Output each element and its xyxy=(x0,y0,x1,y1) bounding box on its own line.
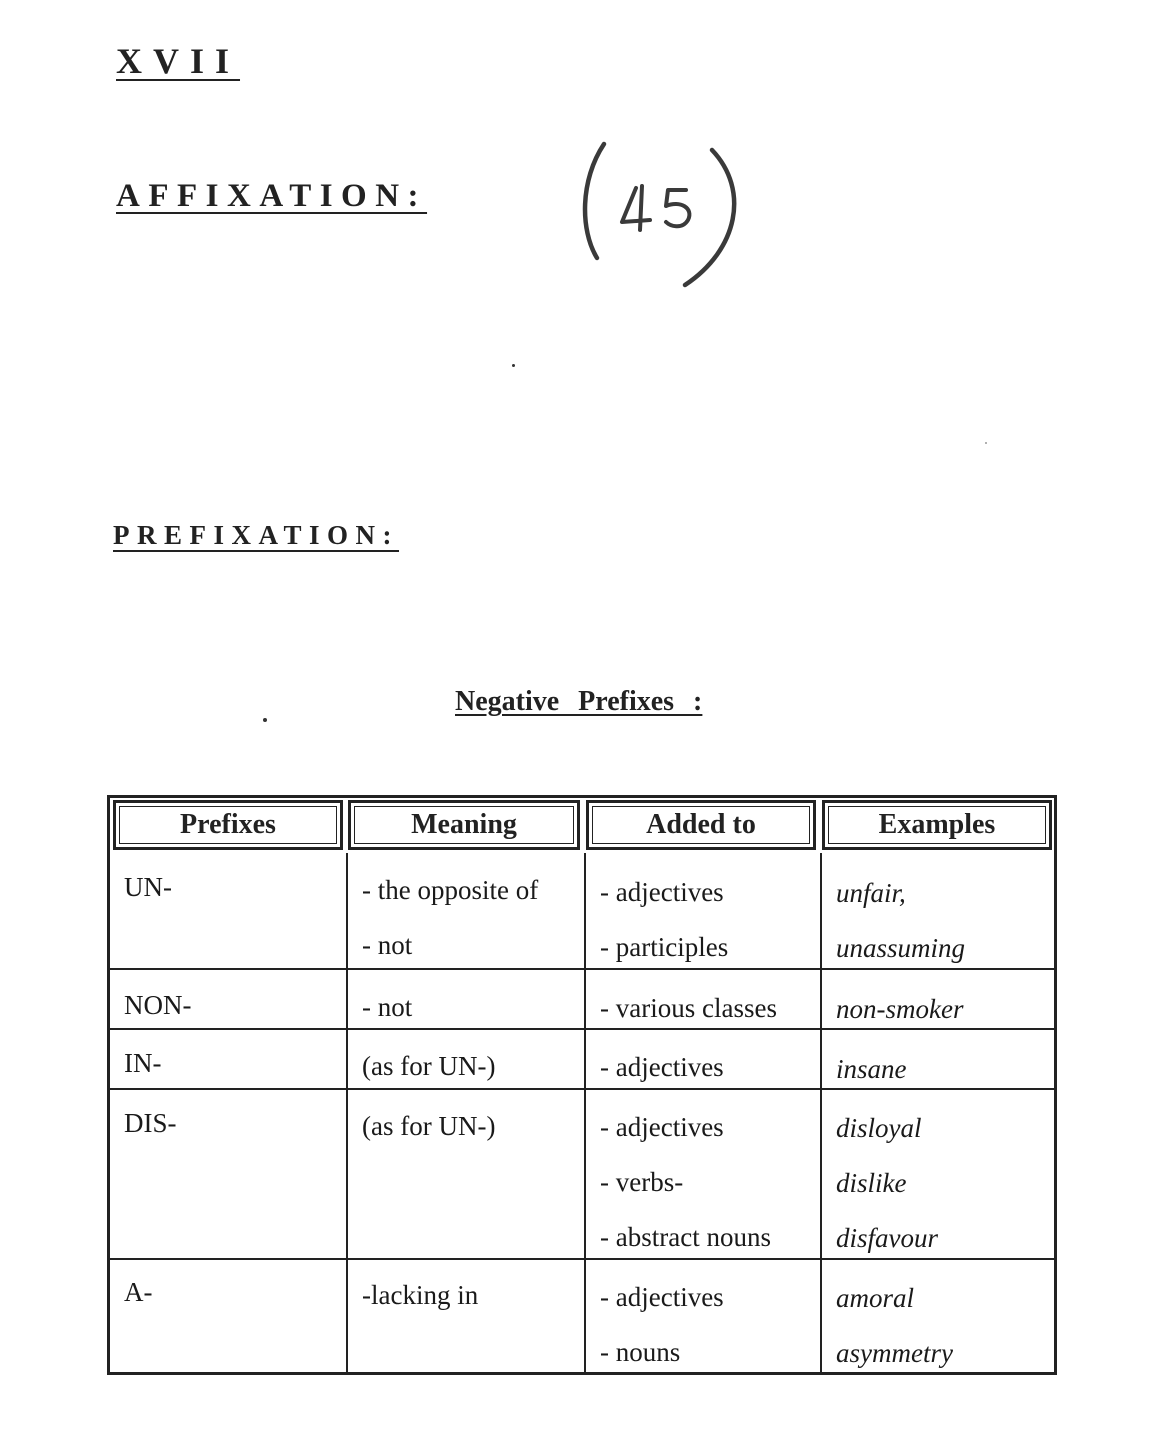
example-word: insane xyxy=(836,1054,907,1084)
header-meaning: Meaning xyxy=(348,800,580,850)
example-word: asymmetry xyxy=(836,1338,953,1368)
table-row-meaning xyxy=(362,980,412,1035)
added-to-line: - participles xyxy=(600,932,729,962)
table-row-prefix xyxy=(124,1096,177,1151)
prefix-text: DIS- xyxy=(124,1108,177,1138)
prefix-text: NON- xyxy=(124,990,192,1020)
table-row-prefix xyxy=(124,1036,161,1091)
meaning-line: (as for UN-) xyxy=(362,1111,496,1141)
table-row-examples xyxy=(836,982,963,1037)
main-heading: AFFIXATION: xyxy=(116,178,428,214)
section-heading: PREFIXATION: xyxy=(113,520,400,550)
table-row-meaning xyxy=(362,1268,478,1323)
table-caption: Negative Prefixes : xyxy=(455,686,703,717)
chapter-number: XVII xyxy=(116,41,241,81)
column-divider xyxy=(584,853,586,1372)
example-word: dislike xyxy=(836,1168,907,1198)
example-word: unassuming xyxy=(836,933,966,963)
meaning-line: - not xyxy=(362,992,413,1022)
prefix-text: IN- xyxy=(124,1048,162,1078)
table-row-examples xyxy=(836,1101,938,1266)
table-row-added-to xyxy=(600,1040,724,1095)
meaning-line: - the opposite of xyxy=(362,875,539,905)
paper-speck xyxy=(263,718,267,722)
table-row-added-to xyxy=(600,981,777,1036)
meaning-line: -lacking in xyxy=(362,1280,479,1310)
header-added-to: Added to xyxy=(586,800,816,850)
table-row-examples xyxy=(836,866,965,976)
prefix-text: UN- xyxy=(124,872,172,902)
paper-speck xyxy=(512,364,515,367)
meaning-line: - not xyxy=(362,930,413,960)
meaning-line: (as for UN-) xyxy=(362,1051,496,1081)
table-row-added-to xyxy=(600,1100,771,1265)
table-row-prefix xyxy=(124,860,172,915)
added-to-line: - abstract nouns xyxy=(600,1222,771,1252)
added-to-line: - various classes xyxy=(600,993,777,1023)
header-examples: Examples xyxy=(822,800,1052,850)
table-row-meaning xyxy=(362,1039,495,1094)
header-prefixes: Prefixes xyxy=(113,800,343,850)
column-divider xyxy=(820,853,822,1372)
added-to-line: - adjectives xyxy=(600,1112,724,1142)
handwritten-page-number xyxy=(570,130,750,300)
paper-speck xyxy=(985,442,987,444)
column-divider xyxy=(346,853,348,1372)
negative-prefixes-table xyxy=(107,795,1057,1375)
added-to-line: - adjectives xyxy=(600,1282,724,1312)
table-row-prefix xyxy=(124,1265,153,1320)
table-row-examples xyxy=(836,1042,907,1097)
added-to-line: - verbs- xyxy=(600,1167,684,1197)
added-to-line: - nouns xyxy=(600,1337,681,1367)
added-to-line: - adjectives xyxy=(600,877,724,907)
example-word: disloyal xyxy=(836,1113,922,1143)
example-word: non-smoker xyxy=(836,994,964,1024)
table-row-meaning xyxy=(362,1099,495,1154)
example-word: unfair, xyxy=(836,878,906,908)
table-row-prefix xyxy=(124,978,192,1033)
example-word: disfavour xyxy=(836,1223,939,1253)
prefix-text: A- xyxy=(124,1277,153,1307)
table-row-examples xyxy=(836,1271,953,1381)
table-row-meaning xyxy=(362,863,538,973)
added-to-line: - adjectives xyxy=(600,1052,724,1082)
table-row-added-to xyxy=(600,1270,724,1380)
row-divider xyxy=(110,1088,1054,1090)
table-row-added-to xyxy=(600,865,728,975)
example-word: amoral xyxy=(836,1283,915,1313)
